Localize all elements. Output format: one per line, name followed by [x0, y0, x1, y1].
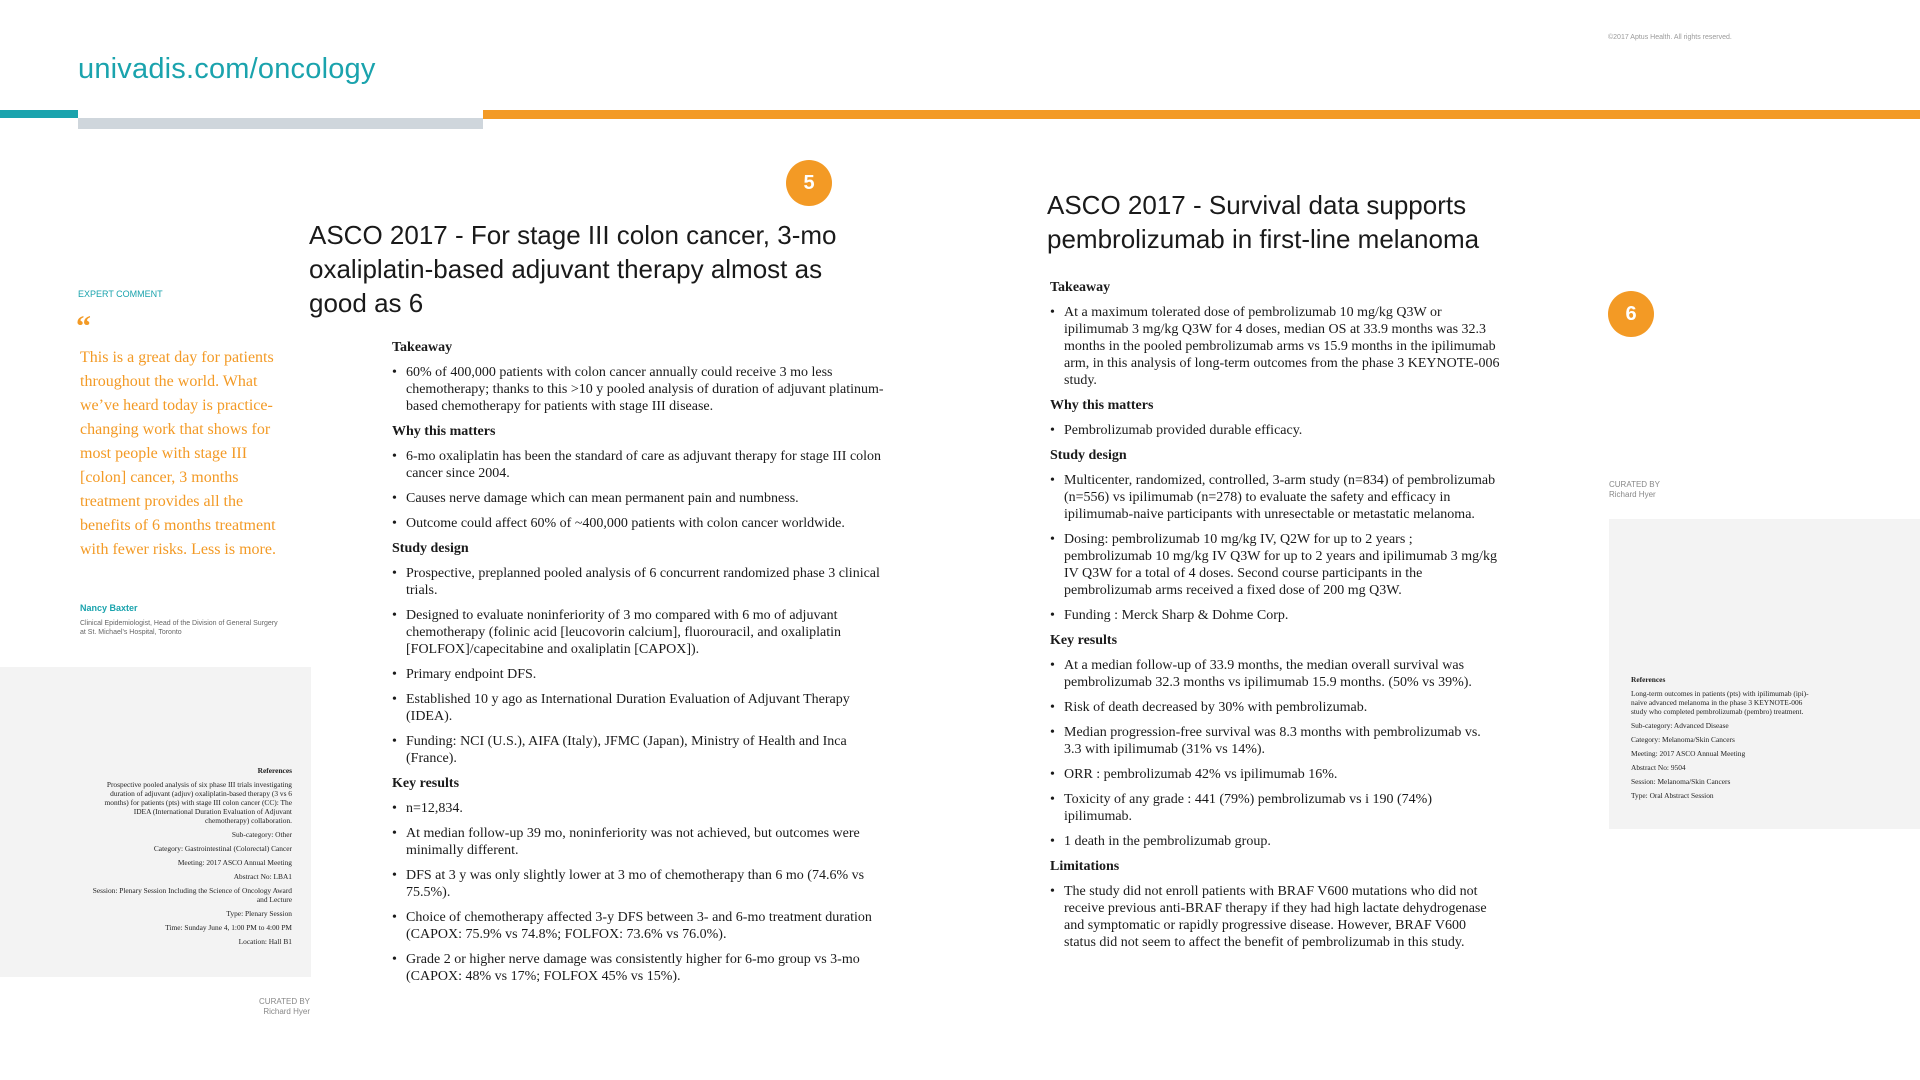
- bullet-list: [1050, 472, 1500, 624]
- article-body: [392, 339, 886, 993]
- bullet-item: • Pembrolizumab provided durable efficacy.: [1050, 422, 1500, 439]
- expert-author-role: Clinical Epidemiologist, Head of the Division of General Surgery at St. Michael’s Hospital, Toronto: [80, 620, 278, 636]
- reference-line: Time: Sunday June 4, 1:00 PM to 4:00 PM: [165, 923, 292, 932]
- section-heading: Study design: [392, 541, 469, 556]
- curated-by-right: [1609, 480, 1660, 500]
- bullet-item: • Funding : Merck Sharp & Dohme Corp.: [1050, 607, 1500, 624]
- bullet-item: • Designed to evaluate noninferiority of 3 mo compared with 6 mo of adjuvant chemotherapy (folinic acid [leucovorin calcium], fluorouracil, and oxaliplatin [FOLFOX]/capecitabine and oxaliplatin [CAPOX]).: [392, 607, 886, 658]
- reference-line: Meeting: 2017 ASCO Annual Meeting: [177, 858, 292, 867]
- references-lines: [1631, 689, 1811, 800]
- bullet-list: [392, 448, 886, 532]
- section-heading: Study design: [1050, 448, 1127, 463]
- curator-name: Richard Hyer: [263, 1007, 310, 1016]
- copyright-notice: ©2017 Aptus Health. All rights reserved.: [1608, 34, 1732, 41]
- references-lines: [90, 780, 292, 946]
- bullet-item: • At a maximum tolerated dose of pembrolizumab 10 mg/kg Q3W or ipilimumab 3 mg/kg Q3W for 4 doses, median OS at 33.9 months was 32.3 months in the pooled pembrolizumab arms vs 15.9 months in the ipilimumab arm, in this analysis of long-term outcomes from the phase 3 KEYNOTE-006 study.: [1050, 304, 1500, 389]
- bullet-list: [1050, 657, 1500, 850]
- references-right: [1631, 675, 1811, 805]
- references-heading: References: [1631, 675, 1666, 684]
- bullet-item: • 1 death in the pembrolizumab group.: [1050, 833, 1500, 850]
- bullet-item: • Funding: NCI (U.S.), AIFA (Italy), JFMC (Japan), Ministry of Health and Inca (France).: [392, 733, 886, 767]
- reference-line: Abstract No: 9504: [1631, 763, 1686, 772]
- section-heading: Why this matters: [1050, 398, 1154, 413]
- bullet-item: • The study did not enroll patients with BRAF V600 mutations who did not receive previous anti-BRAF therapy if they had high lactate dehydrogenase and symptomatic or rapidly progressive disease. However, BRAF V600 status did not seem to affect the benefit of pembrolizumab in this study.: [1050, 883, 1500, 951]
- section-heading: Key results: [392, 776, 460, 791]
- bullet-item: • Multicenter, randomized, controlled, 3-arm study (n=834) of pembrolizumab (n=556) vs ipilimumab (n=278) to evaluate the safety and efficacy in ipilimumab-naive participants with unresectable or metastatic melanoma.: [1050, 472, 1500, 523]
- reference-line: Prospective pooled analysis of six phase III trials investigating duration of adjuvant (adjuv) oxaliplatin-based therapy (3 vs 6 months) for patients (pts) with stage III colon cancer (CC): The IDEA (International Duration Evaluation of Adjuvant chemotherapy) collaboration.: [104, 780, 292, 825]
- reference-line: Location: Hall B1: [238, 937, 292, 946]
- header-bar-teal: [0, 110, 78, 118]
- bullet-item: • Prospective, preplanned pooled analysis of 6 concurrent randomized phase 3 clinical trials.: [392, 565, 886, 599]
- section-heading: Takeaway: [392, 340, 453, 355]
- references-left: [90, 766, 292, 951]
- bullet-item: • Risk of death decreased by 30% with pembrolizumab.: [1050, 699, 1500, 716]
- section-heading: Key results: [1050, 633, 1118, 648]
- section-heading: Why this matters: [392, 424, 496, 439]
- quote-icon: “: [76, 310, 91, 343]
- header-bar-gray: [78, 118, 483, 129]
- article-body: [1050, 279, 1500, 959]
- curated-by-left: [244, 997, 310, 1017]
- bullet-list: [392, 800, 886, 985]
- bullet-item: • At a median follow-up of 33.9 months, the median overall survival was pembrolizumab 32.3 months vs ipilimumab 15.9 months. (50% vs 39%).: [1050, 657, 1500, 691]
- bullet-item: • Primary endpoint DFS.: [392, 666, 886, 683]
- article-number-badge: 6: [1608, 291, 1654, 337]
- bullet-list: [392, 565, 886, 767]
- curated-label: CURATED BY: [1609, 480, 1660, 489]
- bullet-item: • Choice of chemotherapy affected 3-y DFS between 3- and 6-mo treatment duration (CAPOX: 75.9% vs 74.8%; FOLFOX: 73.6% vs 76.0%).: [392, 909, 886, 943]
- bullet-item: • Causes nerve damage which can mean permanent pain and numbness.: [392, 490, 886, 507]
- reference-line: Session: Plenary Session Including the Science of Oncology Award and Lecture: [92, 886, 292, 904]
- curated-label: CURATED BY: [259, 997, 310, 1006]
- reference-line: Type: Plenary Session: [226, 909, 292, 918]
- bullet-list: [1050, 304, 1500, 389]
- bullet-item: • Median progression-free survival was 8.3 months with pembrolizumab vs. 3.3 with ipilimumab (31% vs 14%).: [1050, 724, 1500, 758]
- article-number-badge: 5: [786, 160, 832, 206]
- bullet-list: [392, 364, 886, 415]
- reference-line: Category: Melanoma/Skin Cancers: [1631, 735, 1735, 744]
- bullet-item: • ORR : pembrolizumab 42% vs ipilimumab 16%.: [1050, 766, 1500, 783]
- reference-line: Type: Oral Abstract Session: [1631, 791, 1714, 800]
- bullet-item: • Grade 2 or higher nerve damage was consistently higher for 6-mo group vs 3-mo (CAPOX: 48% vs 17%; FOLFOX 45% vs 15%).: [392, 951, 886, 985]
- reference-line: Abstract No: LBA1: [233, 872, 292, 881]
- expert-comment-label: EXPERT COMMENT: [78, 289, 163, 299]
- site-brand-link[interactable]: univadis.com/oncology: [78, 53, 376, 85]
- reference-line: Sub-category: Advanced Disease: [1631, 721, 1729, 730]
- curator-name: Richard Hyer: [1609, 490, 1656, 499]
- reference-line: Category: Gastrointestinal (Colorectal) Cancer: [153, 844, 292, 853]
- reference-line: Sub-category: Other: [231, 830, 292, 839]
- article-title: ASCO 2017 - Survival data supports pembrolizumab in first-line melanoma: [1047, 190, 1480, 254]
- article-title: ASCO 2017 - For stage III colon cancer, 3-mo oxaliplatin-based adjuvant therapy almost as good as 6: [309, 220, 837, 318]
- header-bar-orange: [483, 110, 1920, 119]
- expert-quote: This is a great day for patients throughout the world. What we’ve heard today is practice-changing work that shows for most people with stage III [colon] cancer, 3 months treatment provides all the benefits of 6 months treatment with fewer risks. Less is more.: [80, 349, 276, 558]
- references-heading: References: [257, 766, 292, 775]
- bullet-item: • 6-mo oxaliplatin has been the standard of care as adjuvant therapy for stage III colon cancer since 2004.: [392, 448, 886, 482]
- bullet-item: • Outcome could affect 60% of ~400,000 patients with colon cancer worldwide.: [392, 515, 886, 532]
- bullet-list: [1050, 422, 1500, 439]
- reference-line: Meeting: 2017 ASCO Annual Meeting: [1631, 749, 1746, 758]
- bullet-item: • 60% of 400,000 patients with colon cancer annually could receive 3 mo less chemotherapy; thanks to this >10 y pooled analysis of duration of adjuvant platinum-based chemotherapy for patients with stage III disease.: [392, 364, 886, 415]
- bullet-item: • Dosing: pembrolizumab 10 mg/kg IV, Q2W for up to 2 years ; pembrolizumab 10 mg/kg IV Q3W for up to 2 years and ipilimumab 3 mg/kg IV Q3W for a total of 4 doses. Second course participants in the pembrolizumab arms received a fixed dose of 200 mg Q3W.: [1050, 531, 1500, 599]
- bullet-item: • DFS at 3 y was only slightly lower at 3 mo of chemotherapy than 6 mo (74.6% vs 75.5%).: [392, 867, 886, 901]
- bullet-list: [1050, 883, 1500, 951]
- reference-line: Long-term outcomes in patients (pts) with ipilimumab (ipi)-naive advanced melanoma in the phase 3 KEYNOTE-006 study who completed pembrolizumab (pembro) treatment.: [1631, 689, 1809, 716]
- bullet-item: • n=12,834.: [392, 800, 886, 817]
- expert-author: Nancy Baxter: [80, 603, 138, 613]
- section-heading: Limitations: [1050, 859, 1120, 874]
- bullet-item: • Established 10 y ago as International Duration Evaluation of Adjuvant Therapy (IDEA).: [392, 691, 886, 725]
- reference-line: Session: Melanoma/Skin Cancers: [1631, 777, 1731, 786]
- bullet-item: • At median follow-up 39 mo, noninferiority was not achieved, but outcomes were minimally different.: [392, 825, 886, 859]
- section-heading: Takeaway: [1050, 280, 1111, 295]
- bullet-item: • Toxicity of any grade : 441 (79%) pembrolizumab vs i 190 (74%) ipilimumab.: [1050, 791, 1500, 825]
